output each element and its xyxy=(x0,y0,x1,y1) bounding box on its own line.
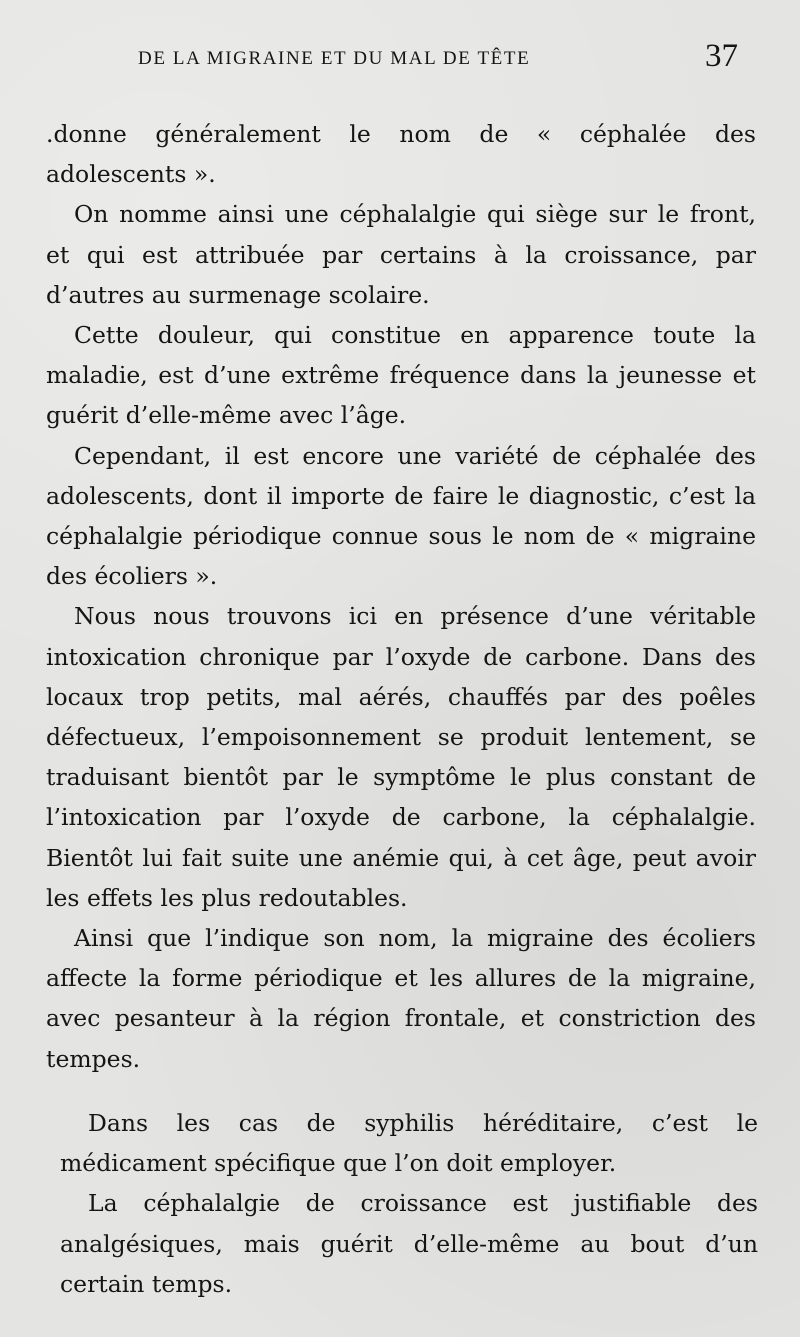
paragraph-7: Dans les cas de syphilis héréditaire, c’est le médicament spécifique que l’on doit employer. xyxy=(60,1109,758,1178)
running-title: DE LA MIGRAINE ET DU MAL DE TÊTE xyxy=(138,48,531,69)
paragraph-6: Ainsi que l’indique son nom, la migraine des écoliers affecte la forme périodique et les allures de la migraine, avec pesanteur à la région frontale, et constriction des tempes. xyxy=(46,924,756,1073)
paragraph-4: Cependant, il est encore une variété de céphalée des adolescents, dont il importe de faire le diagnostic, c’est la céphalalgie périodique connue sous le nom de « migraine des écoliers ». xyxy=(46,441,756,591)
paragraph-3: Cette douleur, qui constitue en apparence toute la maladie, est d’une extrême fréquence dans la jeunesse et guérit d’elle-même avec l’âge. xyxy=(46,321,756,430)
body-text-after-break xyxy=(60,1103,758,1304)
paragraph-8: La céphalalgie de croissance est justifiable des analgésiques, mais guérit d’elle-même au bout d’un certain temps. xyxy=(60,1189,758,1298)
page-header xyxy=(138,38,738,82)
page-number: 37 xyxy=(705,38,738,74)
paragraph-5: Nous nous trouvons ici en présence d’une véritable intoxication chronique par l’oxyde de carbone. Dans des locaux trop petits, mal aérés, chauffés par des poêles défectueux, l’empoisonnement se produit lentement, se traduisant bientôt par le symptôme le plus constant de l’intoxication par l’oxyde de carbone, la céphalalgie. Bientôt lui fait suite une anémie qui, à cet âge, peut avoir les effets les plus redoutables. xyxy=(46,602,756,912)
body-text-main xyxy=(46,114,756,1079)
paragraph-1: .donne généralement le nom de « céphalée des adolescents ». xyxy=(46,120,756,189)
paragraph-2: On nomme ainsi une céphalalgie qui siège sur le front, et qui est attribuée par certains à la croissance, par d’autres au surmenage scolaire. xyxy=(46,200,756,309)
